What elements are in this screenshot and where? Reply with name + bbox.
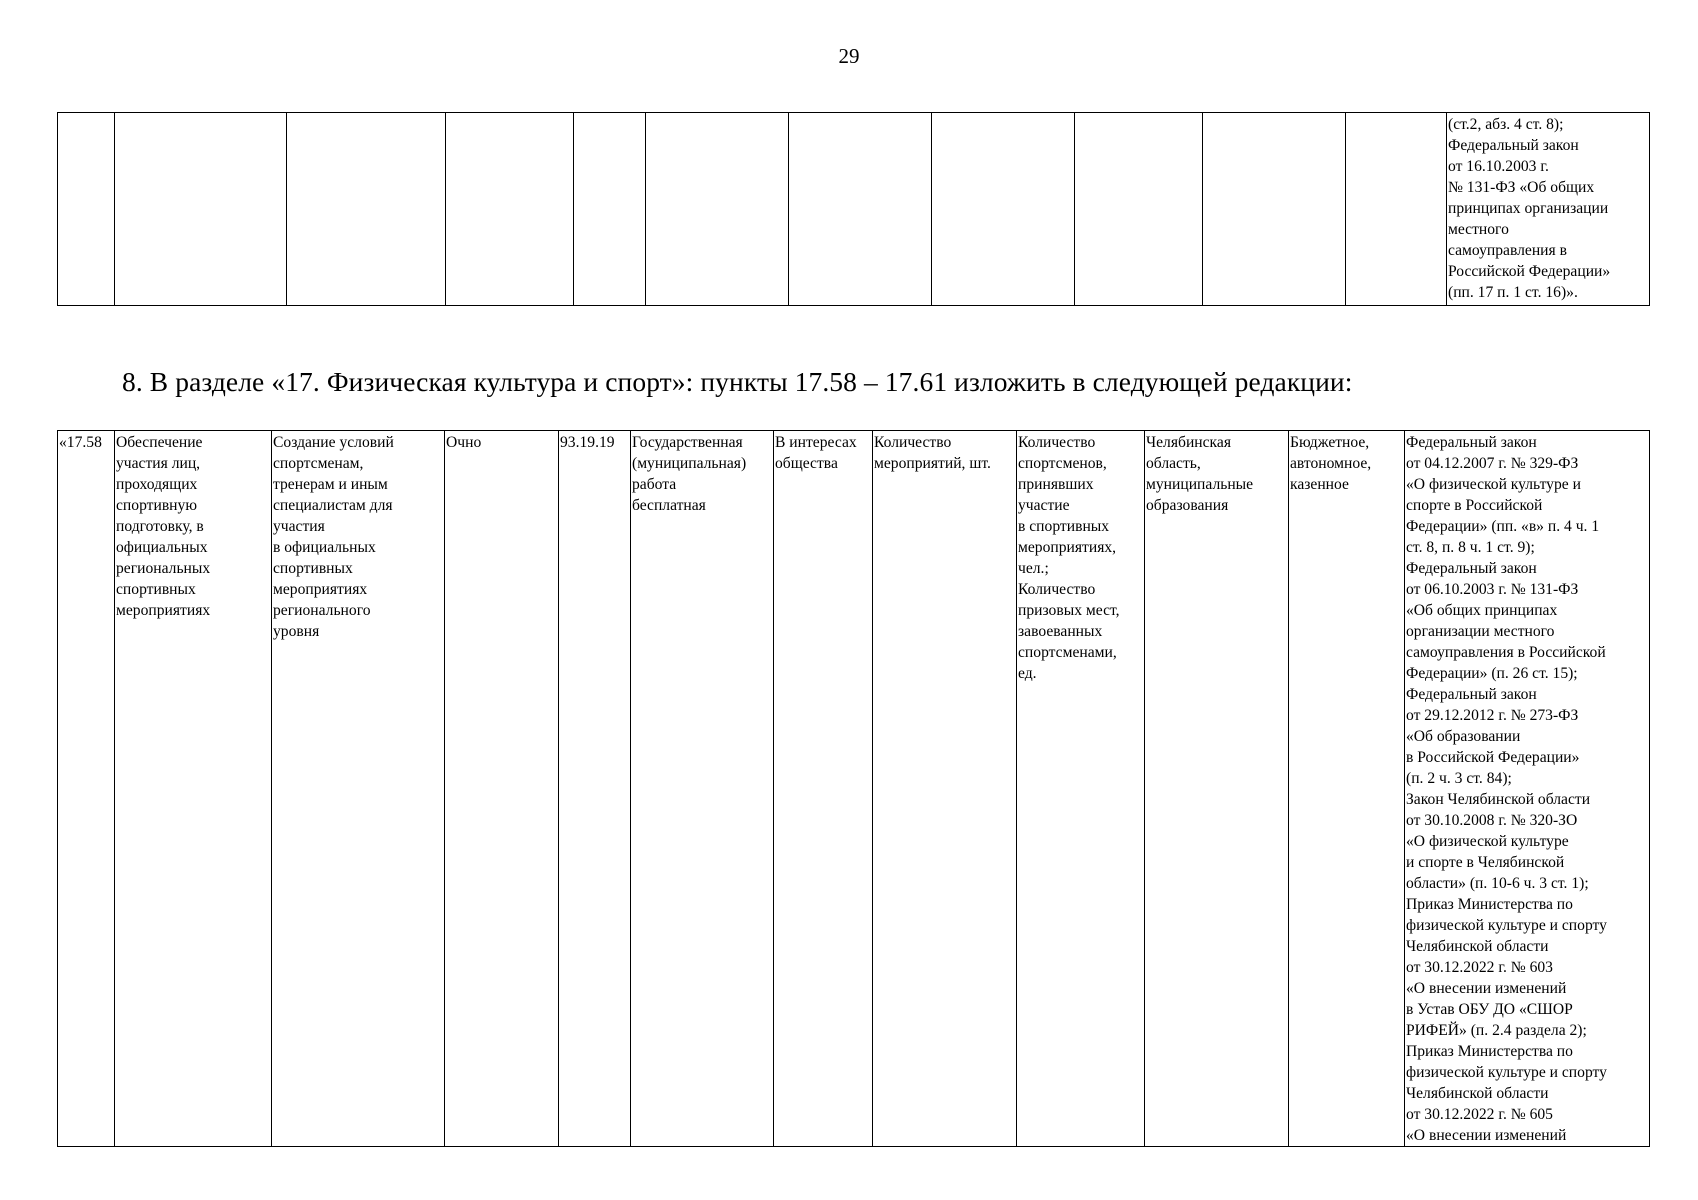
table-cell — [58, 113, 115, 306]
legal-basis-cell: (ст.2, абз. 4 ст. 8); Федеральный закон от 16.10.2003 г. № 131-ФЗ «Об общих принципах организации местного самоуправления в Российской Федерации» (пп. 17 п. 1 ст. 16)». — [1447, 113, 1650, 306]
page-number: 29 — [838, 44, 860, 68]
table-cell — [1346, 113, 1447, 306]
continued-table — [57, 112, 1650, 306]
services-table — [57, 430, 1650, 1147]
table-cell — [932, 113, 1075, 306]
service-type-cell: Государственная (муниципальная) работа бесплатная — [631, 431, 774, 1147]
table-cell — [574, 113, 646, 306]
table-cell — [646, 113, 789, 306]
service-content-cell: Создание условий спортсменам, тренерам и иным специалистам для участия в официальных спортивных мероприятиях регионального уровня — [272, 431, 445, 1147]
volume-indicator-cell: Количество мероприятий, шт. — [873, 431, 1017, 1147]
section-heading: 8. В разделе «17. Физическая культура и спорт»: пункты 17.58 – 17.61 изложить в следующей редакции: — [122, 366, 1353, 397]
quality-indicator-cell: Количество спортсменов, принявших участие в спортивных мероприятиях, чел.; Количество призовых мест, завоеванных спортсменами, ед. — [1017, 431, 1145, 1147]
service-name-cell: Обеспечение участия лиц, проходящих спортивную подготовку, в официальных региональных спортивных мероприятиях — [115, 431, 272, 1147]
table-cell — [287, 113, 446, 306]
table-cell — [1203, 113, 1346, 306]
table-row — [58, 431, 1650, 1147]
table-cell — [1075, 113, 1203, 306]
consumers-cell: В интересах общества — [774, 431, 873, 1147]
okved-code-cell: 93.19.19 — [559, 431, 631, 1147]
table-cell — [115, 113, 287, 306]
institution-type-cell: Бюджетное, автономное, казенное — [1289, 431, 1405, 1147]
table-row — [58, 113, 1650, 306]
table-cell — [446, 113, 574, 306]
item-number-cell: «17.58 — [58, 431, 115, 1147]
territory-cell: Челябинская область, муниципальные образования — [1145, 431, 1289, 1147]
table-cell — [789, 113, 932, 306]
legal-basis-cell: Федеральный закон от 04.12.2007 г. № 329-ФЗ «О физической культуре и спорте в Российской Федерации» (пп. «в» п. 4 ч. 1 ст. 8, п. 8 ч. 1 ст. 9); Федеральный закон от 06.10.2003 г. № 131-ФЗ «Об общих принципах организации местного самоуправления в Российской Федерации» (п. 26 ст. 15); Федеральный закон от 29.12.2012 г. № 273-ФЗ «Об образовании в Российской Федерации» (п. 2 ч. 3 ст. 84); Закон Челябинской области от 30.10.2008 г. № 320-ЗО «О физической культуре и спорте в Челябинской области» (п. 10-6 ч. 3 ст. 1); Приказ Министерства по физической культуре и спорту Челябинской области от 30.12.2022 г. № 603 «О внесении изменений в Устав ОБУ ДО «СШОР РИФЕЙ» (п. 2.4 раздела 2); Приказ Министерства по физической культуре и спорту Челябинской области от 30.12.2022 г. № 605 «О внесении изменений — [1405, 431, 1650, 1147]
service-form-cell: Очно — [445, 431, 559, 1147]
